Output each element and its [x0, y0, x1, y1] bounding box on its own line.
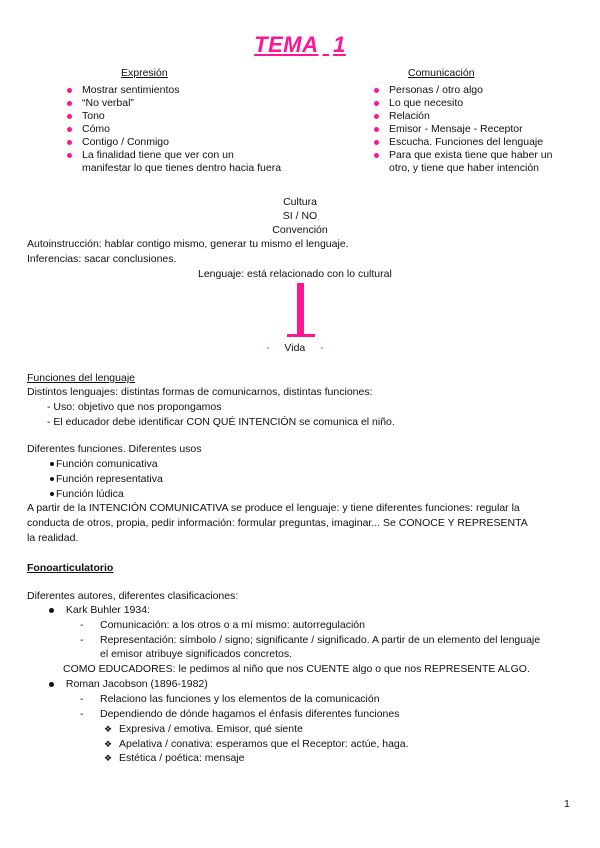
- bullet-icon: [50, 477, 54, 481]
- pink-vertical-bar: [297, 283, 304, 336]
- vida-row: [266, 342, 324, 354]
- educadores-note: COMO EDUCADORES: le pedimos al niño que nos CUENTE algo o que nos REPRESENTE ALGO.: [63, 663, 530, 675]
- sub-dash: -: [80, 708, 84, 720]
- funciones-usos: Diferentes funciones. Diferentes usos: [27, 443, 202, 455]
- bullet-icon: [49, 682, 54, 687]
- funciones-dash-1: - Uso: objetivo que nos propongamos: [47, 401, 222, 413]
- page-title: [0, 32, 600, 58]
- funciones-dash-2: - El educador debe identificar CON QUÉ INTENCIÓN se comunica el niño.: [47, 416, 395, 428]
- roman-item-2: Dependiendo de dónde hagamos el énfasis diferentes funciones: [100, 708, 400, 720]
- list-item: ❖ Expresiva / emotiva. Emisor, qué siente: [104, 723, 303, 735]
- list-item: Función comunicativa: [50, 458, 158, 470]
- paragraph-line: A partir de la INTENCIÓN COMUNICATIVA se produce el lenguaje: y tiene diferentes funciones: regular la: [27, 502, 520, 514]
- title-word: TEMA: [254, 32, 319, 57]
- list-item: Cómo: [64, 123, 234, 136]
- kark-item-2b: el emisor atribuye significados concretos.: [100, 648, 293, 660]
- funciones-heading: Funciones del lenguaje: [27, 372, 135, 384]
- list-item: ❖ Apelativa / conativa: esperamos que el Receptor: actúe, haga.: [104, 738, 409, 750]
- bullet-icon: [49, 608, 54, 613]
- list-item: Kark Buhler 1934:: [49, 604, 150, 616]
- list-item: Mostrar sentimientos: [64, 84, 234, 97]
- funciones-intro: Distintos lenguajes: distintas formas de comunicarnos, distintas funciones:: [27, 386, 373, 398]
- list-item: Personas / otro algo: [371, 84, 552, 97]
- diamond-bullet-icon: ❖: [104, 753, 113, 763]
- pink-horizontal-bar: [287, 334, 315, 337]
- diamond-bullet-icon: ❖: [104, 739, 113, 749]
- pink-dash-left: -: [266, 342, 270, 354]
- diamond-bullet-icon: ❖: [104, 724, 113, 734]
- list-item: Relación: [371, 110, 552, 123]
- list-item: Contigo / Conmigo: [64, 136, 234, 149]
- pink-dash-right: -: [320, 342, 324, 354]
- fono-heading: Fonoarticulatorio: [27, 562, 114, 574]
- expresion-continuation: manifestar lo que tienes dentro hacia fuera: [82, 162, 282, 174]
- cultura-line-2: SI / NO: [282, 210, 318, 222]
- comunicacion-heading: Comunicación: [408, 67, 475, 79]
- list-item: Roman Jacobson (1896-1982): [49, 678, 208, 690]
- list-item: ❖ Estética / poética: mensaje: [104, 752, 245, 764]
- bullet-icon: [50, 492, 54, 496]
- list-item: “No verbal”: [64, 97, 234, 110]
- fono-intro: Diferentes autores, diferentes clasificaciones:: [27, 590, 239, 602]
- list-item: Función representativa: [50, 473, 163, 485]
- comunicacion-list: [371, 84, 552, 162]
- lenguaje-text: Lenguaje: está relacionado con lo cultural: [198, 268, 392, 280]
- list-item: Emisor - Mensaje - Receptor: [371, 123, 552, 136]
- comunicacion-continuation: otro, y tiene que haber intención: [389, 162, 540, 174]
- cultura-line-1: Cultura: [283, 196, 317, 208]
- vida-label: Vida: [284, 342, 306, 354]
- expresion-heading: Expresión: [121, 67, 168, 79]
- list-item: Lo que necesito: [371, 97, 552, 110]
- title-number: 1: [333, 32, 346, 57]
- sub-dash: -: [80, 693, 84, 705]
- page-number: 1: [564, 798, 570, 810]
- sub-dash: -: [80, 634, 84, 646]
- kark-item-1: Comunicación: a los otros o a mí mismo: autorregulación: [100, 619, 365, 631]
- roman-item-1: Relaciono las funciones y los elementos de la comunicación: [100, 693, 380, 705]
- inferencias-text: Inferencias: sacar conclusiones.: [27, 253, 177, 265]
- list-item: Tono: [64, 110, 234, 123]
- paragraph-line: la realidad.: [27, 532, 79, 544]
- list-item: Para que exista tiene que haber un: [371, 149, 552, 162]
- list-item: Escucha. Funciones del lenguaje: [371, 136, 552, 149]
- autoinstruccion-text: Autoinstrucción: hablar contigo mismo, generar tu mismo el lenguaje.: [27, 238, 349, 250]
- paragraph-line: conducta de otros, propia, pedir información: formular preguntas, imaginar... Se CONOCE Y REPRESENTA: [27, 517, 528, 529]
- list-item: La finalidad tiene que ver con un: [64, 149, 234, 162]
- sub-dash: -: [80, 619, 84, 631]
- kark-item-2a: Representación: símbolo / signo; significante / significado. A partir de un elemento del lenguaje: [100, 634, 541, 646]
- cultura-line-3: Convención: [272, 224, 328, 236]
- expresion-list: [64, 84, 234, 162]
- cultura-block: [250, 195, 350, 237]
- list-item: Función lúdica: [50, 488, 124, 500]
- bullet-icon: [50, 462, 54, 466]
